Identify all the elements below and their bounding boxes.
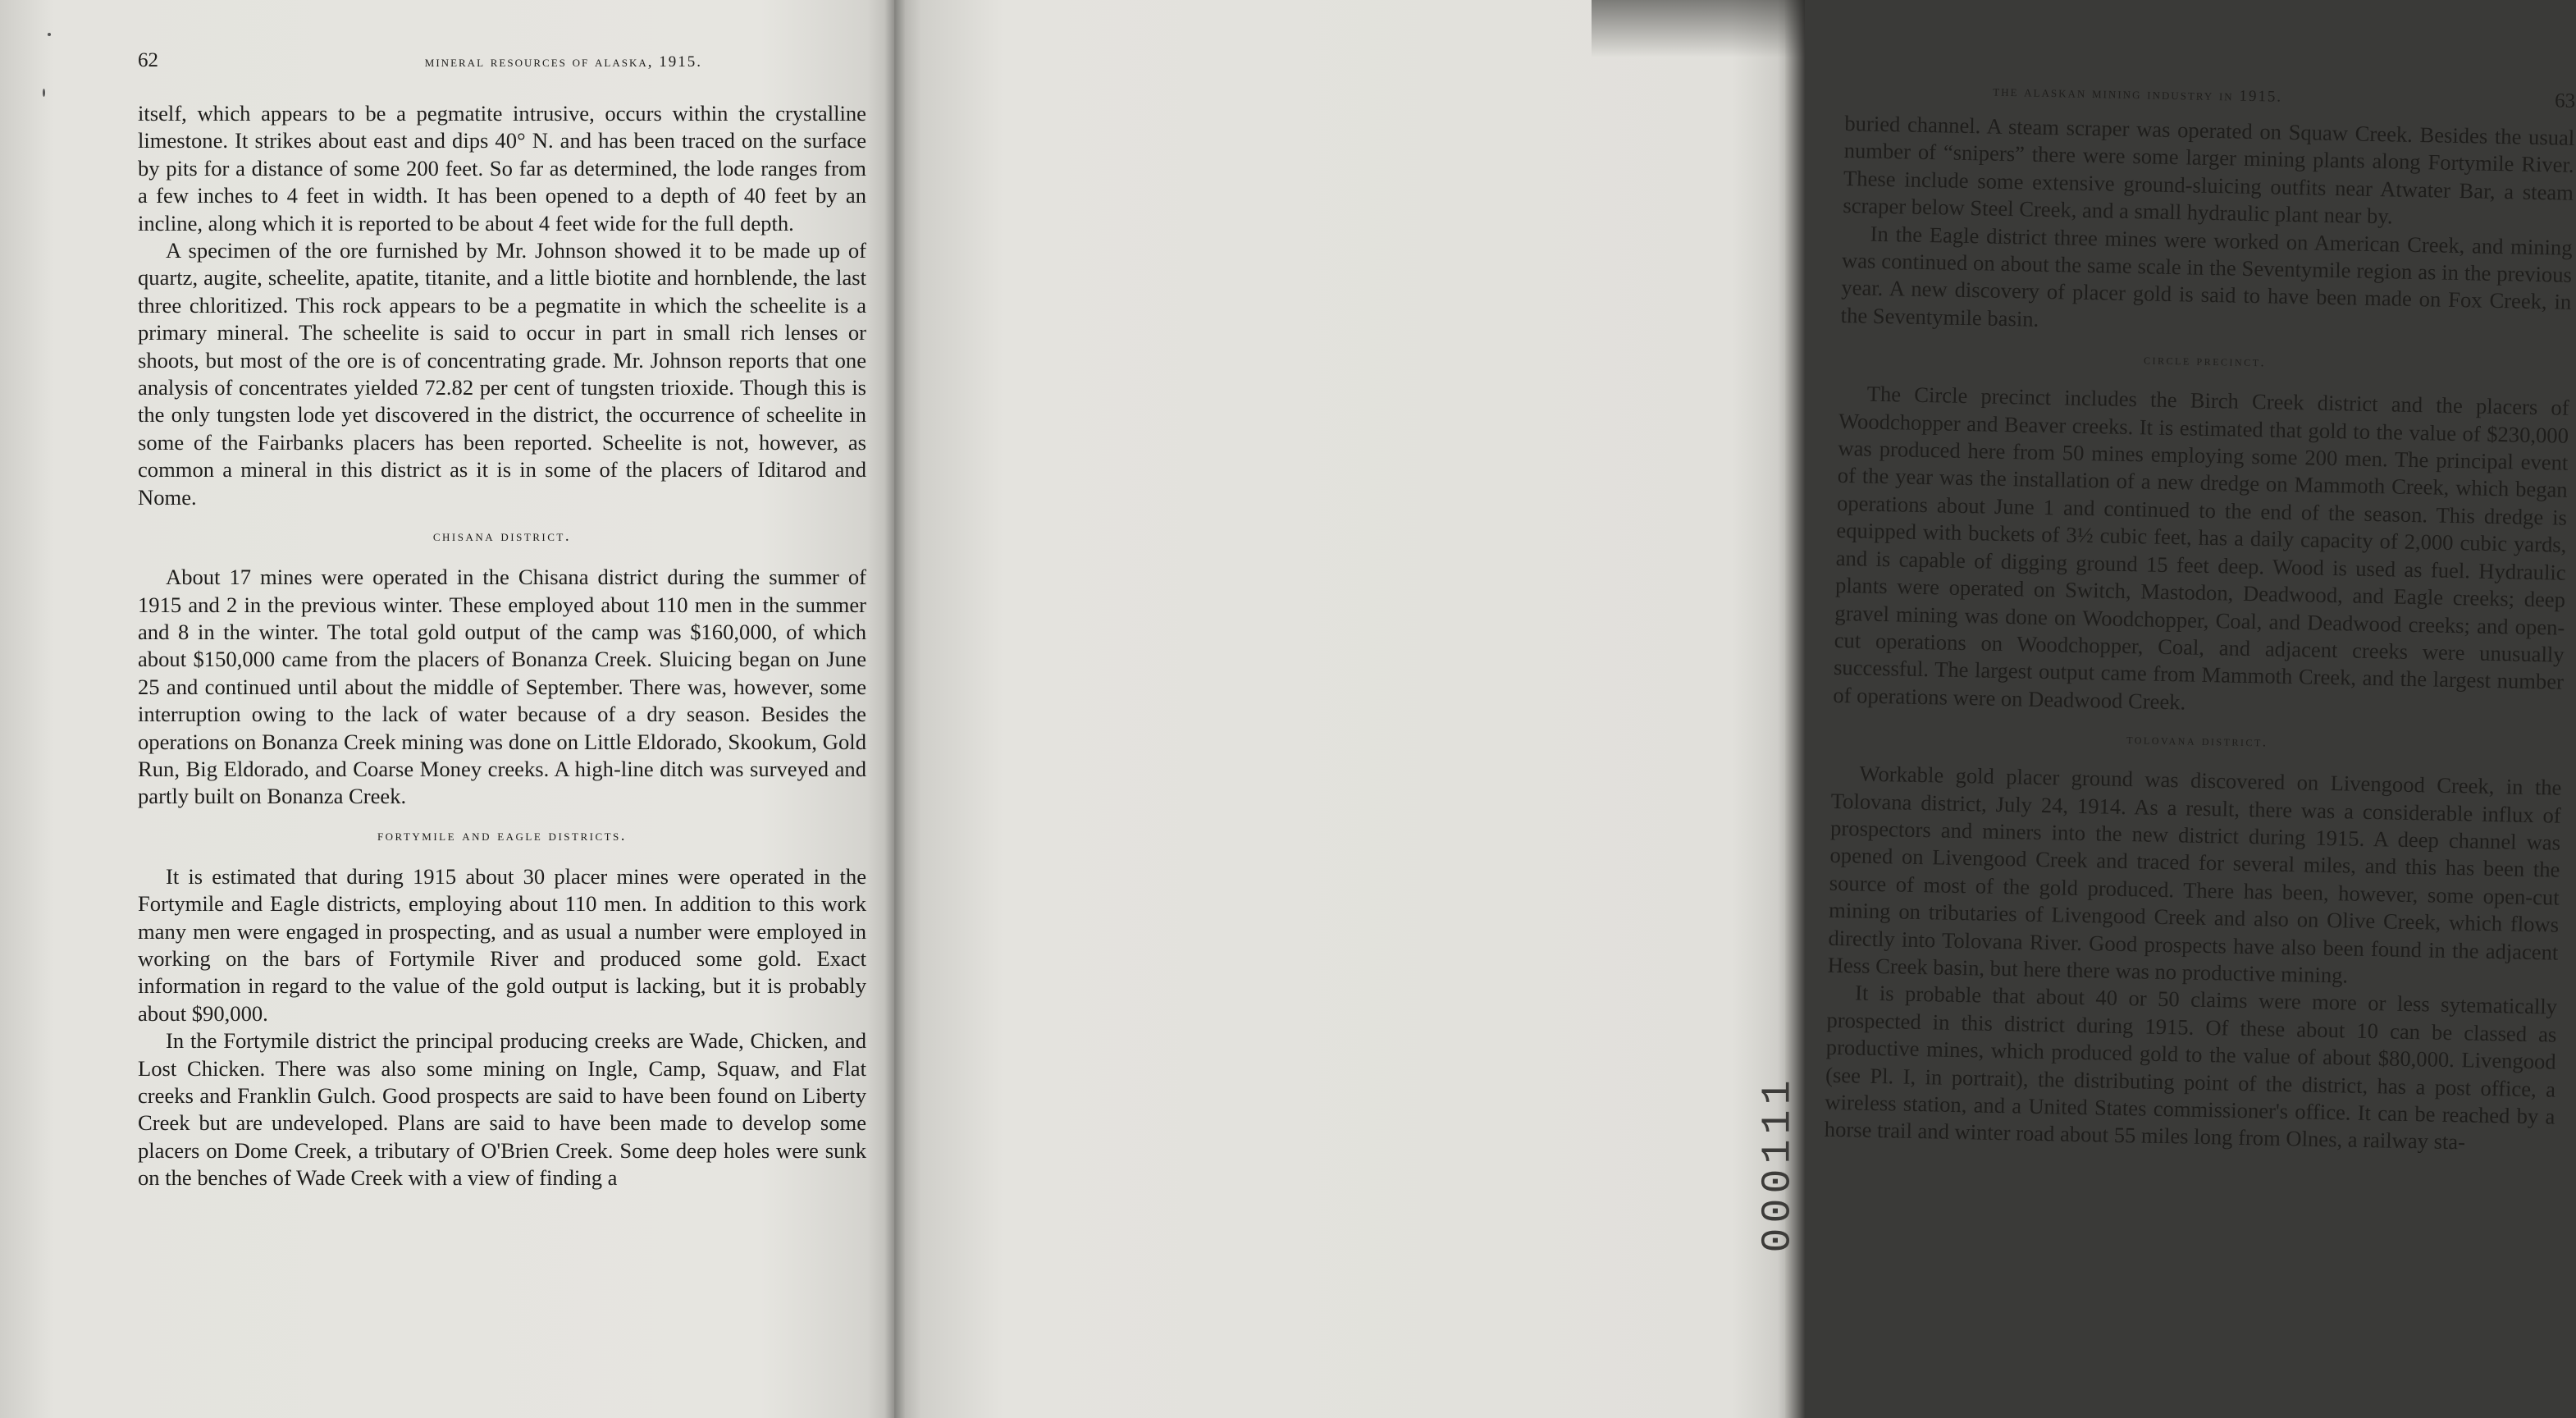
left-page-header: [138, 49, 866, 100]
left-page: [0, 0, 894, 1418]
paper-speck: [48, 33, 51, 36]
paragraph: The Circle precinct includes the Birch Creek district and the placers of Woodchopper and Beaver creeks. It is estimated that gold to the value of $230,000 was produced here from 50 mines employing some 200 men. The principal event of the year was the installation of a new dredge on Mammoth Creek, which began operations about June 1 and continued to the end of the season. This dredge is equipped with buckets of 3½ cubic feet, has a daily capacity of 2,000 cubic yards, and is capable of digging ground 15 feet deep. Wood is used as fuel. Hydraulic plants were operated on Switch, Mastodon, Deadwood, and Eagle creeks; deep gravel mining was done on Woodchopper, Coal, and Deadwood creeks; and open-cut operations on Woodchopper, Coal, and adjacent creeks were unusually successful. The largest output came from Mammoth Creek, and the largest number of operations were on Deadwood Creek.: [1833, 381, 2569, 715]
right-page: [894, 0, 2576, 1418]
paragraph: It is estimated that during 1915 about 30 placer mines were operated in the Fortymile and Eagle districts, employing about 110 men. In addition to this work many men were engaged in prospecting, and as usual a number were employed in working on the bars of Fortymile River and produced some gold. Exact information in regard to the value of the gold output is lacking, but it is probably about $90,000.: [138, 863, 866, 1026]
paragraph: In the Eagle district three mines were worked on American Creek, and mining was continued on about the same scale in the Seventymile region as in the previous year. A new discovery of placer gold is said to have been made on Fox Creek, in the Seventymile basin.: [1840, 221, 2573, 332]
paper-speck: [43, 89, 45, 97]
section-heading: fortymile and eagle districts.: [377, 826, 628, 844]
right-text-column: [1824, 59, 2575, 1158]
margin-stamp: 000111: [1755, 1075, 1802, 1253]
left-text-column: [138, 49, 866, 1192]
paragraph: A specimen of the ore furnished by Mr. Johnson showed it to be made up of quartz, augite, scheelite, apatite, titanite, and a little biotite and hornblende, the last three chloritized. This rock appears to be a pegmatite in which the scheelite is a primary mineral. The scheelite is said to occur in part in small rich lenses or shoots, but most of the ore is of concentrating grade. Mr. Johnson reports that one analysis of concentrates yielded 72.82 per cent of tungsten trioxide. Though this is the only tungsten lode yet discovered in the district, the occurrence of scheelite in some of the Fairbanks placers has been reported. Scheelite is not, however, as common a mineral in this district as it is in some of the placers of Iditarod and Nome.: [138, 238, 866, 510]
section-heading: tolovana district.: [2126, 731, 2268, 750]
page-number: 62: [138, 49, 158, 71]
paragraph: About 17 mines were operated in the Chisana district during the summer of 1915 and 2 in the previous winter. These employed about 110 men in the summer and 8 in the winter. The total gold output of the camp was $160,000, of which about $150,000 came from the placers of Bonanza Creek. Sluicing began on June 25 and continued until about the middle of September. There was, however, some interruption owing to the lack of water because of a dry season. Besides the operations on Bonanza Creek mining was done on Little Eldorado, Skookum, Gold Run, Big Eldorado, and Coarse Money creeks. A high-line ditch was surveyed and partly built on Bonanza Creek.: [138, 565, 866, 809]
running-head: the alaskan mining industry in 1915.: [1993, 82, 2283, 106]
running-head: mineral resources of alaska, 1915.: [424, 53, 702, 71]
section-heading: circle precinct.: [2143, 351, 2267, 370]
section-heading: chisana district.: [432, 528, 572, 546]
book-gutter-shadow: [884, 0, 906, 1418]
paragraph: Workable gold placer ground was discovered on Livengood Creek, in the Tolovana district, July 24, 1914. As a result, there was a considerable influx of prospectors and miners into the new district during 1915. A deep channel was opened on Livengood Creek and traced for several miles, and this has been the source of most of the gold produced. There has been, however, some open-cut mining on tributaries of Livengood Creek and also on Olive Creek, which flows directly into Tolovana River. Good prospects have also been found in the adjacent Hess Creek basin, but here there was no productive mining.: [1827, 761, 2562, 988]
corner-shadow: [1592, 0, 1805, 57]
paragraph: In the Fortymile district the principal producing creeks are Wade, Chicken, and Lost Chicken. There was also some mining on Ingle, Camp, Squaw, and Flat creeks and Franklin Gulch. Good prospects are said to have been found on Liberty Creek but are undeveloped. Plans are said to have been made to develop some placers on Dome Creek, a tributary of O'Brien Creek. Some deep holes were sunk on the benches of Wade Creek with a view of finding a: [138, 1028, 866, 1191]
paragraph: itself, which appears to be a pegmatite intrusive, occurs within the crystalline limestone. It strikes about east and dips 40° N. and has been traced on the surface by pits for a distance of some 200 feet. So far as determined, the lode ranges from a few inches to 4 feet in width. It has been opened to a depth of 40 feet by an incline, along which it is reported to be about 4 feet wide for the full depth.: [138, 101, 866, 236]
paragraph: It is probable that about 40 or 50 claims were more or less sytematically prospected in this district during 1915. Of these about 10 can be classed as productive mines, which produced gold to the value of about $80,000. Livengood (see Pl. I, in portrait), the distributing point of the district, has a post office, a wireless station, and a United States commissioner's office. It can be reached by a horse trail and winter road about 55 miles long from Olnes, a railway sta-: [1824, 980, 2558, 1155]
page-number: 63: [2554, 89, 2576, 112]
paragraph: buried channel. A steam scraper was operated on Squaw Creek. Besides the usual number of “snipers” there were some larger mining plants along Fortymile River. These include some extensive ground-sluicing outfits near Atwater Bar, a steam scraper below Steel Creek, and a small hydraulic plant near by.: [1843, 110, 2575, 229]
